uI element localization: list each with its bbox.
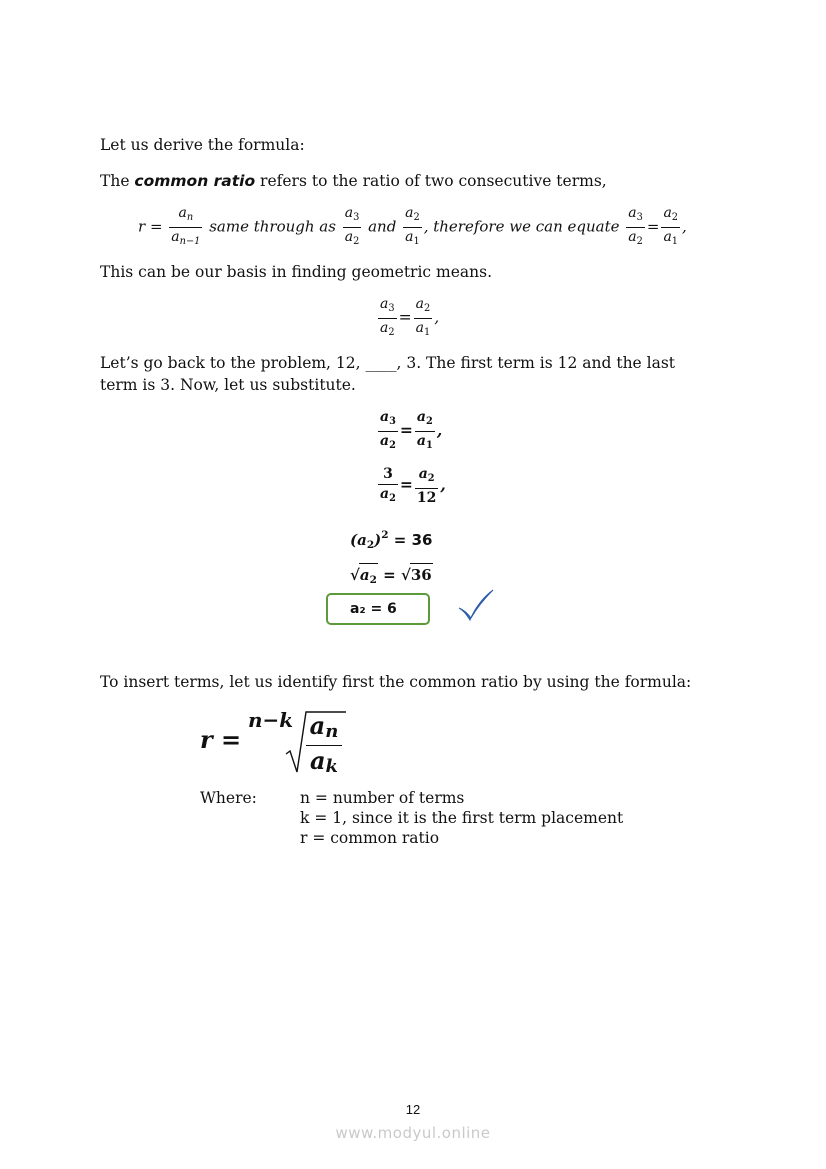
answer-box [326,593,430,625]
step-4-equation [350,563,433,591]
step2-equals: = [399,475,413,494]
where-label: Where: [200,789,257,807]
insert-terms-text: To insert terms, let us identify first the common ratio by using the formula: [100,673,692,691]
watermark: www.modyul.online [335,1124,491,1142]
where-list [300,788,623,848]
step-2-equation [376,464,446,508]
basis-comma: , [434,308,440,327]
formula-denominator: ak [309,746,339,777]
ratio-comma: , [682,217,687,236]
ratio-equals: = [646,217,660,236]
formula-fraction [306,712,342,781]
step2-comma: , [440,475,446,494]
formula-r-eq: r = [200,725,242,754]
ratio-therefore: , therefore we can equate [423,217,620,236]
common-ratio-term: common ratio [134,172,256,190]
answer-text: a₂ = 6 [350,601,397,617]
basis-equals: = [398,308,412,327]
nth-root-formula [200,706,360,776]
fraction-a3-over-a2-b: $\frac{a_3}{a_2}$ [628,205,643,247]
fraction-a3-over-a2: $\frac{a_3}{a_2}$ [344,205,360,247]
fraction-3-over-a2: $\frac{3}{a_2}$ [380,465,396,504]
basis-text: This can be our basis in finding geometric means. [100,263,492,281]
page-number: 12 [405,1102,421,1117]
ratio-r-eq: r = [138,217,163,236]
problem-line-1: Let’s go back to the problem, 12, ____, 3. The first term is 12 and the last [100,354,676,372]
step4-equals: = [383,566,396,584]
step1-equals: = [399,420,413,440]
step-3-equation [350,524,432,556]
fraction-a2-over-a1-bold: $\frac{a_2}{a_1}$ [416,409,433,451]
ratio-and: and [368,217,397,236]
fraction-a2-over-a1: $\frac{a_2}{a_1}$ [405,205,420,247]
step1-comma: , [436,420,443,440]
common-ratio-prefix: The [100,172,135,190]
fraction-a3-over-a2-bold: $\frac{a_3}{a_2}$ [380,409,396,451]
problem-line-2: term is 3. Now, let us substitute. [100,376,356,394]
fraction-a2-over-12: $\frac{a_2}{12}$ [416,465,437,506]
step3-rhs: = 36 [393,531,433,549]
formula-numerator: an [306,712,342,746]
basis-equation [376,295,439,342]
fraction-a2-over-a1-c: $\frac{a_2}{a_1}$ [415,296,431,338]
common-ratio-sentence [100,170,607,192]
intro-text: Let us derive the formula: [100,136,305,154]
fraction-a3-over-a2-c: $\frac{a_3}{a_2}$ [380,296,395,338]
a2-squared: $(a_2)^2$ [350,529,389,551]
common-ratio-suffix: refers to the ratio of two consecutive terms, [255,172,607,190]
formula-index: n−k [248,708,294,732]
where-line-n: n = number of terms [300,789,465,807]
where-line-k: k = 1, since it is the first term placement [300,809,624,827]
where-line-r: r = common ratio [300,829,440,847]
step-1-equation [376,408,442,455]
fraction-a2-over-a1-b: $\frac{a_2}{a_1}$ [663,205,679,247]
sqrt-36: √36 [401,566,433,584]
check-icon [456,588,496,624]
ratio-equation [138,204,687,251]
sqrt-a2: $√a_2$ [350,566,378,584]
ratio-same-through-as: same through as [209,217,336,236]
fraction-an-over-an-1: $\frac{a_n}{a_{n-1}}$ [171,205,201,247]
